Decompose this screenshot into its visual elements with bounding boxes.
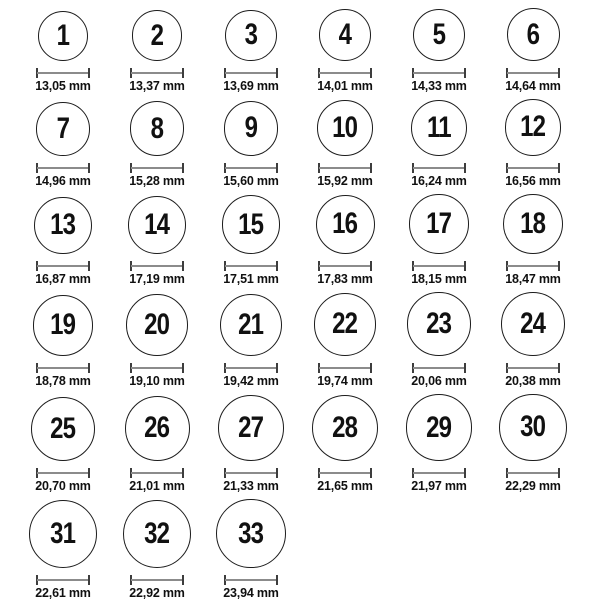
ring-circle [216, 499, 285, 568]
measure-tick-right [464, 468, 466, 478]
measure-tick-right [558, 68, 560, 78]
ring-circle [501, 292, 565, 356]
diameter-label: 18,47 mm [505, 271, 561, 286]
ring-size-number: 17 [426, 206, 452, 240]
ring-size-cell [110, 294, 204, 388]
diameter-label: 14,64 mm [505, 79, 561, 93]
ring-size-cell [16, 102, 110, 189]
ring-size-number: 20 [144, 307, 170, 341]
measure-tick-right [182, 468, 184, 478]
ring-size-cell [204, 395, 298, 494]
diameter-measure-line [412, 163, 466, 173]
diameter-label: 17,51 mm [223, 271, 279, 286]
ring-circle [218, 395, 284, 461]
measure-bar [507, 167, 559, 169]
measure-tick-right [88, 68, 90, 78]
ring-circle [413, 9, 465, 61]
measure-bar [225, 579, 277, 581]
diameter-label: 16,87 mm [35, 271, 91, 286]
diameter-label: 22,92 mm [129, 586, 185, 600]
measure-tick-right [558, 468, 560, 478]
measure-bar [507, 72, 559, 74]
measure-tick-right [182, 575, 184, 585]
measure-bar [37, 367, 89, 369]
ring-size-cell [204, 10, 298, 94]
diameter-measure-line [130, 468, 184, 478]
ring-size-cell [298, 293, 392, 389]
diameter-label: 17,83 mm [317, 271, 373, 286]
ring-size-cell [392, 194, 486, 287]
ring-size-number: 33 [238, 516, 264, 550]
diameter-label: 20,38 mm [505, 373, 561, 388]
diameter-measure-line [224, 468, 278, 478]
diameter-measure-line [224, 363, 278, 373]
ring-circle [123, 500, 192, 569]
ring-size-number: 32 [144, 516, 170, 550]
ring-circle [317, 100, 372, 155]
measure-bar [225, 167, 277, 169]
ring-circle [409, 194, 469, 254]
diameter-measure-line [318, 468, 372, 478]
ring-circle [36, 102, 90, 156]
measure-tick-right [276, 68, 278, 78]
diameter-label: 14,01 mm [317, 79, 373, 93]
ring-size-number: 14 [144, 207, 170, 241]
diameter-measure-line [506, 163, 560, 173]
diameter-measure-line [318, 163, 372, 173]
diameter-label: 18,15 mm [411, 271, 467, 286]
diameter-label: 18,78 mm [35, 373, 91, 388]
ring-size-number: 12 [520, 110, 546, 144]
ring-circle [220, 294, 282, 356]
ring-size-cell [16, 295, 110, 389]
ring-size-cell [392, 100, 486, 189]
diameter-label: 13,05 mm [35, 79, 91, 93]
ring-circle [314, 293, 377, 356]
measure-bar [413, 472, 465, 474]
ring-size-cell [204, 101, 298, 189]
diameter-measure-line [130, 68, 184, 78]
ring-size-number: 29 [426, 410, 452, 444]
ring-size-number: 7 [56, 111, 70, 145]
ring-size-number: 24 [520, 306, 546, 340]
diameter-measure-line [318, 363, 372, 373]
diameter-label: 15,28 mm [129, 173, 185, 188]
ring-size-cell [486, 99, 580, 189]
measure-tick-right [88, 468, 90, 478]
measure-tick-right [88, 575, 90, 585]
diameter-label: 17,19 mm [129, 271, 185, 286]
ring-size-number: 31 [50, 517, 76, 551]
measure-tick-right [370, 261, 372, 271]
diameter-label: 21,65 mm [317, 478, 373, 493]
diameter-measure-line [130, 261, 184, 271]
ring-size-number: 1 [56, 19, 70, 52]
ring-circle [38, 11, 88, 61]
ring-size-number: 30 [520, 410, 546, 444]
ring-size-number: 15 [238, 207, 264, 241]
ring-size-number: 26 [144, 411, 170, 445]
ring-circle [407, 292, 470, 355]
ring-circle [406, 394, 473, 461]
ring-circle [316, 195, 375, 254]
diameter-measure-line [506, 363, 560, 373]
ring-circle [499, 394, 566, 461]
ring-size-cell [392, 292, 486, 388]
ring-size-number: 27 [238, 411, 264, 445]
ring-circle [128, 196, 186, 254]
ring-circle [312, 395, 378, 461]
ring-size-cell [110, 396, 204, 494]
measure-bar [225, 265, 277, 267]
diameter-label: 22,29 mm [505, 478, 561, 493]
measure-tick-right [370, 363, 372, 373]
ring-size-cell [110, 500, 204, 600]
ring-size-cell [298, 395, 392, 494]
ring-size-row [16, 194, 590, 287]
ring-size-number: 2 [150, 18, 164, 52]
diameter-measure-line [130, 575, 184, 585]
ring-size-row [16, 499, 590, 600]
ring-circle [319, 9, 371, 61]
ring-circle [507, 8, 560, 61]
diameter-label: 19,74 mm [317, 373, 373, 388]
measure-tick-right [370, 468, 372, 478]
diameter-label: 19,42 mm [223, 373, 279, 388]
ring-size-number: 16 [332, 207, 358, 241]
diameter-measure-line [36, 163, 90, 173]
diameter-measure-line [506, 468, 560, 478]
diameter-label: 20,70 mm [35, 478, 91, 493]
ring-size-number: 21 [238, 307, 264, 341]
diameter-measure-line [36, 261, 90, 271]
ring-size-number: 18 [520, 206, 546, 240]
measure-tick-right [88, 363, 90, 373]
measure-tick-right [370, 68, 372, 78]
measure-tick-right [276, 261, 278, 271]
diameter-label: 21,97 mm [411, 478, 467, 493]
measure-bar [507, 472, 559, 474]
measure-bar [507, 265, 559, 267]
diameter-measure-line [506, 261, 560, 271]
ring-circle [505, 99, 562, 156]
measure-tick-right [182, 261, 184, 271]
ring-size-cell [486, 292, 580, 389]
measure-bar [37, 472, 89, 474]
measure-tick-right [182, 68, 184, 78]
ring-size-row [16, 99, 590, 189]
ring-size-cell [392, 9, 486, 94]
ring-size-cell [16, 500, 110, 600]
ring-circle [33, 295, 94, 356]
measure-tick-right [182, 363, 184, 373]
diameter-measure-line [36, 363, 90, 373]
measure-bar [131, 167, 183, 169]
ring-circle [222, 195, 280, 253]
ring-circle [125, 396, 190, 461]
diameter-label: 20,06 mm [411, 373, 467, 388]
ring-circle [132, 10, 183, 61]
measure-bar [37, 265, 89, 267]
measure-tick-right [88, 261, 90, 271]
diameter-measure-line [318, 261, 372, 271]
ring-size-row [16, 292, 590, 389]
measure-bar [319, 167, 371, 169]
diameter-measure-line [36, 575, 90, 585]
diameter-label: 22,61 mm [35, 586, 91, 600]
measure-tick-right [558, 363, 560, 373]
ring-size-cell [486, 394, 580, 494]
measure-bar [225, 72, 277, 74]
ring-circle [503, 194, 563, 254]
diameter-label: 16,56 mm [505, 173, 561, 188]
measure-tick-right [464, 363, 466, 373]
measure-tick-right [276, 163, 278, 173]
ring-size-number: 25 [50, 411, 76, 445]
diameter-measure-line [506, 68, 560, 78]
ring-size-row [16, 8, 590, 94]
ring-size-cell [204, 499, 298, 600]
diameter-measure-line [130, 163, 184, 173]
ring-size-cell [486, 8, 580, 94]
diameter-label: 19,10 mm [129, 373, 185, 388]
measure-bar [225, 472, 277, 474]
diameter-measure-line [412, 468, 466, 478]
diameter-measure-line [412, 363, 466, 373]
ring-size-number: 9 [244, 111, 258, 145]
ring-circle [224, 101, 279, 156]
ring-circle [34, 197, 91, 254]
ring-size-number: 3 [244, 18, 258, 52]
measure-bar [319, 472, 371, 474]
diameter-label: 16,24 mm [411, 173, 467, 188]
ring-size-number: 13 [50, 208, 76, 242]
ring-size-number: 22 [332, 307, 358, 341]
measure-tick-right [276, 468, 278, 478]
measure-bar [507, 367, 559, 369]
ring-circle [29, 500, 97, 568]
measure-bar [225, 367, 277, 369]
measure-tick-right [88, 163, 90, 173]
ring-size-cell [16, 397, 110, 494]
diameter-label: 15,92 mm [317, 173, 373, 188]
measure-tick-right [276, 575, 278, 585]
ring-size-number: 11 [427, 110, 451, 144]
ring-size-number: 19 [50, 308, 76, 342]
ring-size-cell [110, 101, 204, 188]
diameter-label: 13,37 mm [129, 79, 185, 93]
measure-bar [413, 265, 465, 267]
ring-circle [130, 101, 184, 155]
ring-size-number: 4 [338, 18, 352, 52]
diameter-label: 13,69 mm [223, 79, 279, 93]
ring-size-cell [204, 294, 298, 389]
measure-bar [413, 367, 465, 369]
diameter-measure-line [318, 68, 372, 78]
ring-size-number: 8 [150, 111, 164, 145]
diameter-label: 23,94 mm [223, 586, 279, 600]
diameter-measure-line [36, 68, 90, 78]
ring-size-cell [110, 196, 204, 287]
ring-circle [31, 397, 95, 461]
measure-bar [413, 167, 465, 169]
diameter-label: 14,96 mm [35, 173, 91, 188]
diameter-measure-line [224, 163, 278, 173]
diameter-label: 21,33 mm [223, 478, 279, 493]
measure-tick-right [182, 163, 184, 173]
diameter-measure-line [224, 261, 278, 271]
diameter-measure-line [412, 68, 466, 78]
measure-bar [319, 72, 371, 74]
measure-bar [37, 579, 89, 581]
measure-bar [131, 367, 183, 369]
measure-bar [413, 72, 465, 74]
measure-tick-right [464, 261, 466, 271]
measure-bar [37, 167, 89, 169]
diameter-label: 21,01 mm [129, 478, 185, 493]
measure-bar [131, 72, 183, 74]
ring-circle [126, 294, 187, 355]
measure-bar [37, 72, 89, 74]
ring-size-cell [298, 195, 392, 287]
measure-bar [131, 472, 183, 474]
ring-size-cell [392, 394, 486, 494]
ring-size-number: 23 [426, 306, 452, 340]
ring-size-cell [204, 195, 298, 286]
ring-size-cell [110, 10, 204, 94]
ring-size-number: 5 [432, 17, 446, 51]
ring-size-cell [16, 197, 110, 287]
diameter-measure-line [412, 261, 466, 271]
measure-tick-right [276, 363, 278, 373]
diameter-label: 14,33 mm [411, 79, 467, 93]
ring-size-cell [298, 9, 392, 94]
diameter-measure-line [130, 363, 184, 373]
diameter-measure-line [224, 575, 278, 585]
ring-size-cell [298, 100, 392, 188]
measure-bar [131, 579, 183, 581]
diameter-measure-line [36, 468, 90, 478]
ring-size-number: 6 [526, 17, 540, 51]
measure-tick-right [464, 68, 466, 78]
ring-size-number: 10 [332, 110, 358, 144]
ring-size-number: 28 [332, 410, 358, 444]
measure-tick-right [464, 163, 466, 173]
diameter-measure-line [224, 68, 278, 78]
ring-circle [225, 10, 276, 61]
measure-tick-right [558, 163, 560, 173]
measure-bar [319, 367, 371, 369]
ring-size-row [16, 394, 590, 494]
ring-size-cell [16, 11, 110, 94]
diameter-label: 15,60 mm [223, 173, 279, 188]
measure-tick-right [370, 163, 372, 173]
ring-size-cell [486, 194, 580, 287]
measure-bar [319, 265, 371, 267]
measure-bar [131, 265, 183, 267]
measure-tick-right [558, 261, 560, 271]
ring-circle [411, 100, 467, 156]
